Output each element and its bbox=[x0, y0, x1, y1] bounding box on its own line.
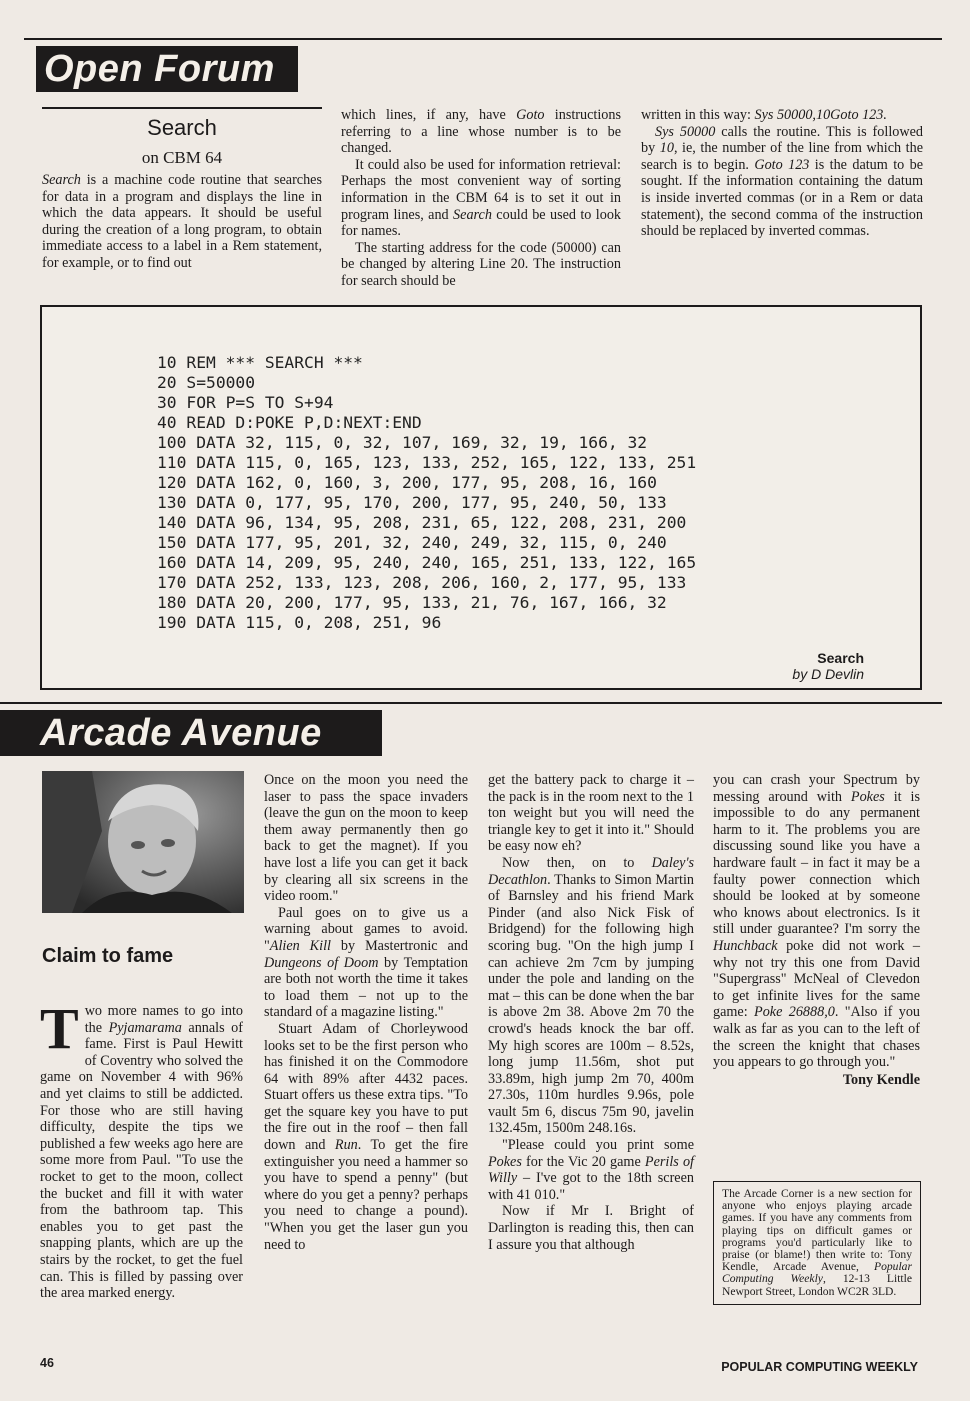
search-column-3: written in this way: Sys 50000,10Goto 123. Sys 50000 calls the routine. This is followed by 10, ie, the number of the line from which the search is to begin. Goto 123 is the datum to be sought. If the information containing the datum is inside inverted commas (or in a Rem or data statement), the second comma of the instruction should be replaced by inverted commas. bbox=[641, 107, 924, 240]
arcade-column-4: you can crash your Spectrum by messing around with Pokes it is impossible to do any permanent harm to it. The problems you are discussing sound like you have a hardware fault – in fact it may be a faulty power connection which should be looked at by someone who knows about electronics. Is it still under guarantee? I'm sorry the Hunchback poke did not work – why not try this one from David "Supergrass" McNeal of Clevedon to get infinite lives for the same game: Poke 26888,0. "Also if you walk as far as you can to the left of the screen the knight that chases you appears to go through you." Tony Kendle bbox=[713, 772, 921, 1088]
code-line: 150 DATA 177, 95, 201, 32, 240, 249, 32, 115, 0, 240 bbox=[157, 533, 667, 552]
code-line: 190 DATA 115, 0, 208, 251, 96 bbox=[157, 613, 442, 632]
arcade-column-1: Two more names to go into the Pyjamarama annals of fame. First is Paul Hewitt of Coventry who solved the game on November 4 with 96% and yet claims to still be addicted. For those who are still having difficulty, despite the tips we published a few weeks ago here are some more from Paul. "To use the rocket to get to the moon, collect the bucket and fill it with water from the bathroom tap. This enables you to get past the snapping plants, which are up the stairs by the rocket, to get the fuel can. This is filled by passing over the area marked energy. bbox=[40, 996, 243, 1302]
code-line: 110 DATA 115, 0, 165, 123, 133, 252, 165, 122, 133, 251 bbox=[157, 453, 697, 472]
code-listing-box bbox=[40, 305, 922, 690]
page-number: 46 bbox=[40, 1356, 54, 1370]
code-line: 120 DATA 162, 0, 160, 3, 200, 177, 95, 208, 16, 160 bbox=[157, 473, 657, 492]
code-line: 130 DATA 0, 177, 95, 170, 200, 177, 95, 240, 50, 133 bbox=[157, 493, 667, 512]
arcade-corner-note: The Arcade Corner is a new section for anyone who enjoys playing arcade games. If you have any comments from playing tips on difficult games or programs you'd particularly like to praise (or blame!) then write to: Tony Kendle, Arcade Avenue, Popular Computing Weekly, 12-13 Little Newport Street, London WC2R 3LD. bbox=[713, 1181, 921, 1305]
code-line: 140 DATA 96, 134, 95, 208, 231, 65, 122, 208, 231, 200 bbox=[157, 513, 687, 532]
claim-to-fame-heading: Claim to fame bbox=[42, 945, 174, 967]
code-line: 160 DATA 14, 209, 95, 240, 240, 165, 251, 133, 122, 165 bbox=[157, 553, 697, 572]
search-column-2: which lines, if any, have Goto instructions referring to a line whose number is to be changed. It could also be used for information retrieval: Perhaps the most convenient way of sorting information in the CBM 64 is to set it out in program lines, and Search could be used to look for names. The starting address for the code (50000) can be changed by altering Line 20. The instruction for search should be bbox=[341, 107, 622, 289]
listing-caption-author: by D Devlin bbox=[792, 666, 864, 682]
arcade-rule bbox=[0, 702, 942, 704]
code-line: 40 READ D:POKE P,D:NEXT:END bbox=[157, 413, 422, 432]
code-line: 100 DATA 32, 115, 0, 32, 107, 169, 32, 19, 166, 32 bbox=[157, 433, 648, 452]
arcade-column-3: get the battery pack to charge it – the pack is in the room next to the 1 ton weight but you will need the triangle key to get it into it." Should be easy now eh? Now then, on to Daley's Decathlon. Thanks to Simon Martin of Barnsley and his friend Mark Pinder (and also Nick Fisk of Bridgend) for the following high scoring bug. "On the high jump I can achieve 2m 7cm by jumping under the pole and landing on the mat – this can be done when the bar is above 2m 38. Above 2m 70 the crowd's heads knock the bar off. My high scores are 100m – 8.52s, long jump 11.56m, shot put 33.89m, high jump 2m 70, 400m 27.30s, 110m hurdles 9.96s, pole vault 5m 6, discus 75m 90, javelin 132.45m, 1500m 248.16s. "Please could you print some Pokes for the Vic 20 game Perils of Willy – I've got to the 18th screen with 41 010." Now if Mr I. Bright of Darlington is reading this, then can I assure you that although bbox=[488, 772, 694, 1253]
signature: Tony Kendle bbox=[842, 1071, 920, 1088]
search-column-1: Search is a machine code routine that searches for data in a program and displays the line in which the data appears. It should be useful during the creation of a long program, to obtain immediate access to a label in a Rem statement, for example, or to find out bbox=[42, 172, 322, 271]
listing-caption-title: Search bbox=[817, 650, 864, 666]
drop-cap: T bbox=[40, 996, 79, 1061]
section-banner-open-forum: Open Forum bbox=[36, 46, 298, 92]
code-line: 10 REM *** SEARCH *** bbox=[157, 353, 363, 372]
search-rule-top bbox=[42, 107, 322, 109]
top-rule bbox=[24, 38, 942, 40]
code-line: 170 DATA 252, 133, 123, 208, 206, 160, 2, 177, 95, 133 bbox=[157, 573, 687, 592]
code-line: 180 DATA 20, 200, 177, 95, 133, 21, 76, 167, 166, 32 bbox=[157, 593, 667, 612]
search-subtitle: on CBM 64 bbox=[141, 148, 223, 167]
code-line: 20 S=50000 bbox=[157, 373, 256, 392]
listing-caption bbox=[664, 650, 864, 682]
magazine-name: POPULAR COMPUTING WEEKLY bbox=[721, 1360, 918, 1374]
author-photo bbox=[42, 771, 244, 913]
search-title: Search bbox=[147, 115, 217, 140]
code-line: 30 FOR P=S TO S+94 bbox=[157, 393, 334, 412]
arcade-column-2: Once on the moon you need the laser to pass the space invaders (leave the gun on the moon to keep them away permanently then go back to get the magnet). If you have lost a life you can get it back by clearing all six screens in the video room." Paul goes on to give us a warning about games to avoid. "Alien Kill by Mastertronic and Dungeons of Doom by Temptation are both not worth the time it takes to load them – not up to the standard of a magazine listing." Stuart Adam of Chorleywood looks set to be the first person who has finished it on the Commodore 64 with 89% after 4432 paces. Stuart offers us these extra tips. "To get the square key you have to put the fire out in the roof – then fall down and Run. To get the fire extinguisher you need a hammer so you have to spend a penny" (but where do you get a penny? perhaps you need to change a pound). "When you get the laser gun you need to bbox=[264, 772, 468, 1253]
section-banner-arcade-avenue: Arcade Avenue bbox=[0, 710, 382, 756]
code-listing bbox=[157, 353, 696, 633]
portrait-image bbox=[42, 771, 244, 913]
